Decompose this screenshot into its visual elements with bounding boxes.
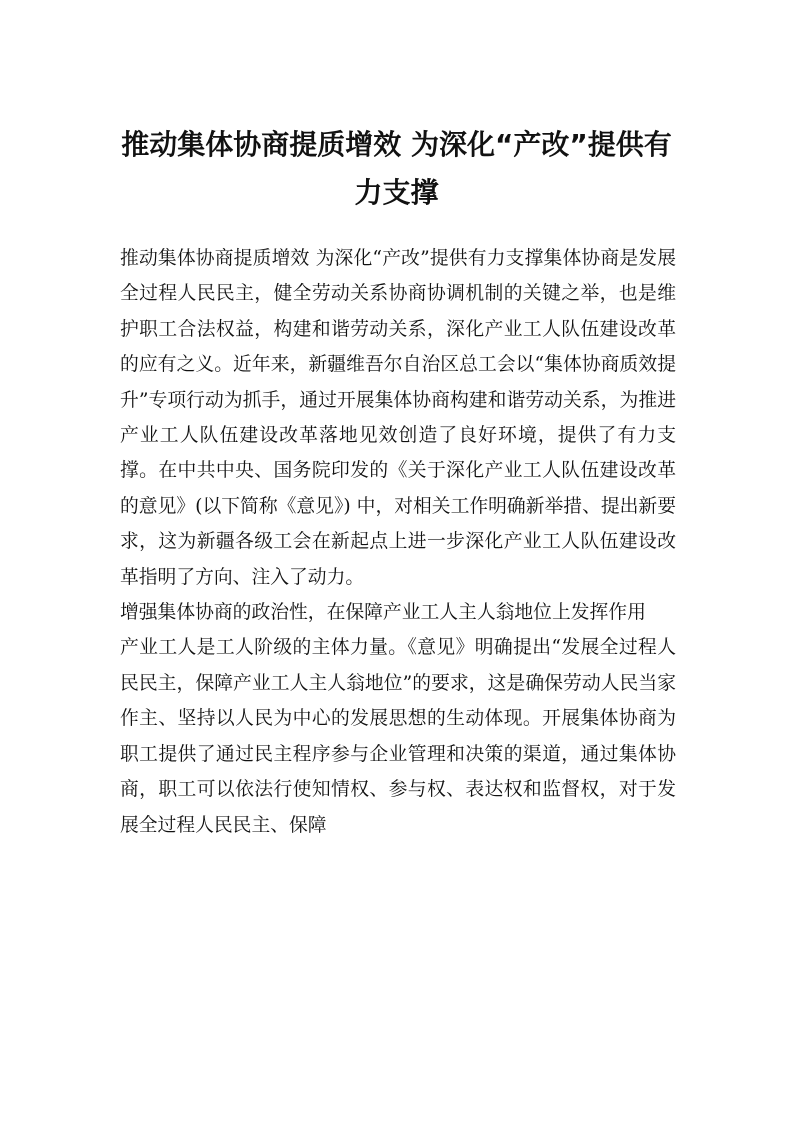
paragraph-section-1: 产业工人是工人阶级的主体力量。《意见》明确提出“发展全过程人民民主，保障产业工人主人翁地位”的要求，这是确保劳动人民当家作主、坚持以人民为中心的发展思想的生动体现。开展集体协商为职工提供了通过民主程序参与企业管理和决策的渠道，通过集体协商，职工可以依法行使知情权、参与权、表达权和监督权，对于发展全过程人民民主、保障 <box>120 637 676 836</box>
document-body <box>120 241 676 843</box>
paragraph-intro: 推动集体协商提质增效 为深化“产改”提供有力支撑集体协商是发展全过程人民民主，健全劳动关系协商协调机制的关键之举，也是维护职工合法权益，构建和谐劳动关系，深化产业工人队伍建设改革的应有之义。近年来，新疆维吾尔自治区总工会以“集体协商质效提升”专项行动为抓手，通过开展集体协商构建和谐劳动关系，为推进产业工人队伍建设改革落地见效创造了良好环境，提供了有力支撑。在中共中央、国务院印发的《关于深化产业工人队伍建设改革的意见》(以下简称《意见》) 中，对相关工作明确新举措、提出新要求，这为新疆各级工会在新起点上进一步深化产业工人队伍建设改革指明了方向、注入了动力。 <box>120 248 676 588</box>
document-title: 推动集体协商提质增效 为深化“产改”提供有力支撑 <box>121 128 672 209</box>
section-heading: 增强集体协商的政治性，在保障产业工人主人翁地位上发挥作用 <box>120 602 646 624</box>
